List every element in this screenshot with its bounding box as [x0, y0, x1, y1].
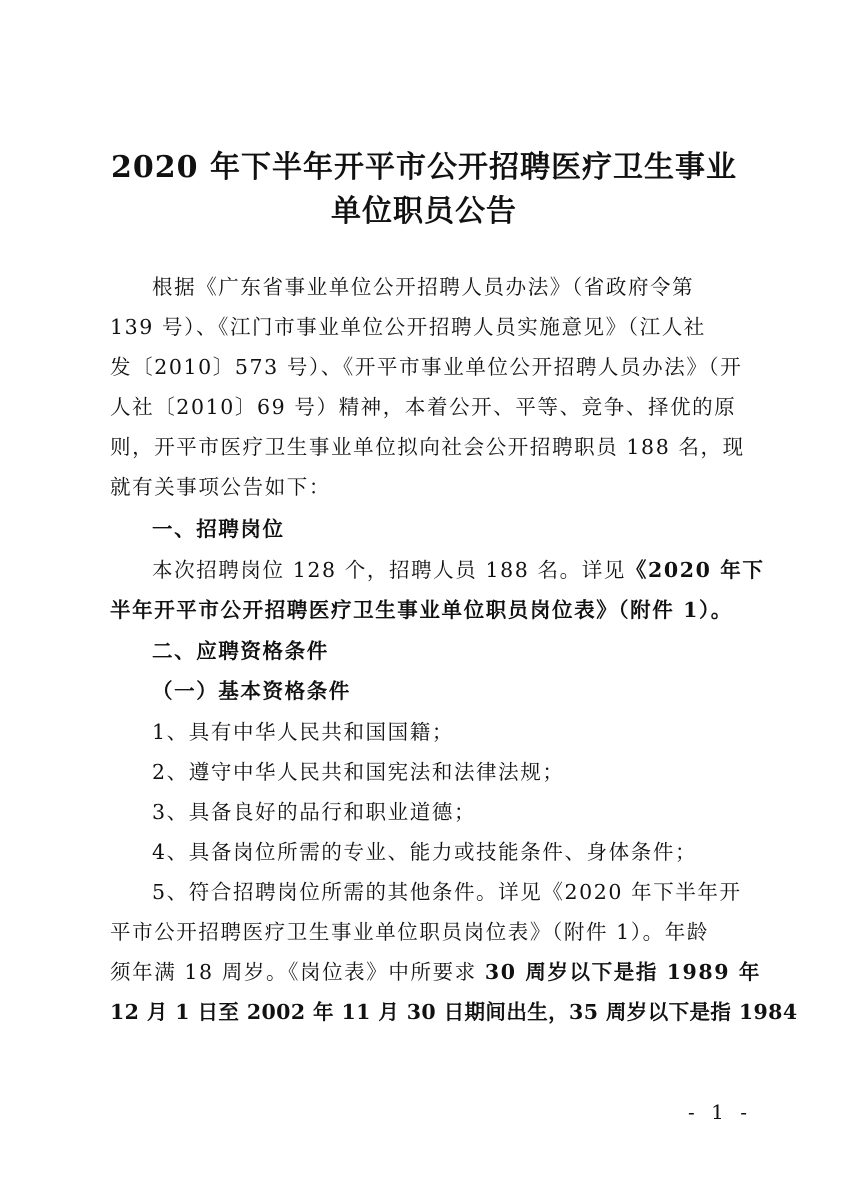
section-heading-2: 二、应聘资格条件 [152, 639, 329, 663]
section1-text-normal: 本次招聘岗位 128 个，招聘人员 188 名。详见 [152, 558, 626, 582]
intro-line-5: 则，开平市医疗卫生事业单位拟向社会公开招聘职员 188 名，现 [110, 435, 745, 459]
document-title [0, 146, 848, 234]
requirement-item-5: 5、符合招聘岗位所需的其他条件。详见《2020 年下半年开 [152, 880, 742, 904]
intro-line-6: 就有关事项公告如下： [110, 475, 331, 499]
intro-line-2: 139 号）、《江门市事业单位公开招聘人员实施意见》（江人社 [110, 315, 706, 339]
age-text-bold: 30 周岁以下是指 1989 年 [484, 960, 761, 984]
intro-line-3: 发〔2010〕573 号）、《开平市事业单位公开招聘人员办法》（开 [110, 355, 743, 379]
intro-line-1: 根据《广东省事业单位公开招聘人员办法》（省政府令第 [152, 275, 695, 299]
intro-line-4: 人社〔2010〕69 号）精神，本着公开、平等、竞争、择优的原 [110, 395, 737, 419]
title-line-2: 单位职员公告 [331, 194, 517, 229]
requirement-item-1: 1、具有中华人民共和国国籍； [152, 720, 454, 744]
requirement-item-3: 3、具备良好的品行和职业道德； [152, 800, 477, 824]
requirement-item-4: 4、具备岗位所需的专业、能力或技能条件、身体条件； [152, 840, 698, 864]
section1-text-bold: 《2020 年下 [625, 558, 765, 582]
age-text-normal: 须年满 18 周岁。《岗位表》中所要求 [110, 960, 485, 984]
requirement-item-5-cont-2 [110, 957, 761, 987]
requirement-item-2: 2、遵守中华人民共和国宪法和法律法规； [152, 760, 565, 784]
section2-subheading: （一）基本资格条件 [152, 679, 351, 703]
section-heading-1: 一、招聘岗位 [152, 517, 285, 541]
section1-paragraph-line-1 [110, 555, 765, 585]
requirement-item-5-cont-1: 平市公开招聘医疗卫生事业单位职员岗位表》（附件 1）。年龄 [110, 920, 709, 944]
requirement-item-5-cont-3: 12 月 1 日至 2002 年 11 月 30 日期间出生，35 周岁以下是指 1984 [110, 1000, 798, 1024]
page-number: - 1 - [688, 1100, 752, 1124]
title-line-1: 2020 年下半年开平市公开招聘医疗卫生事业 [111, 150, 737, 185]
section1-paragraph-line-2: 半年开平市公开招聘医疗卫生事业单位职员岗位表》（附件 1）。 [110, 598, 733, 622]
